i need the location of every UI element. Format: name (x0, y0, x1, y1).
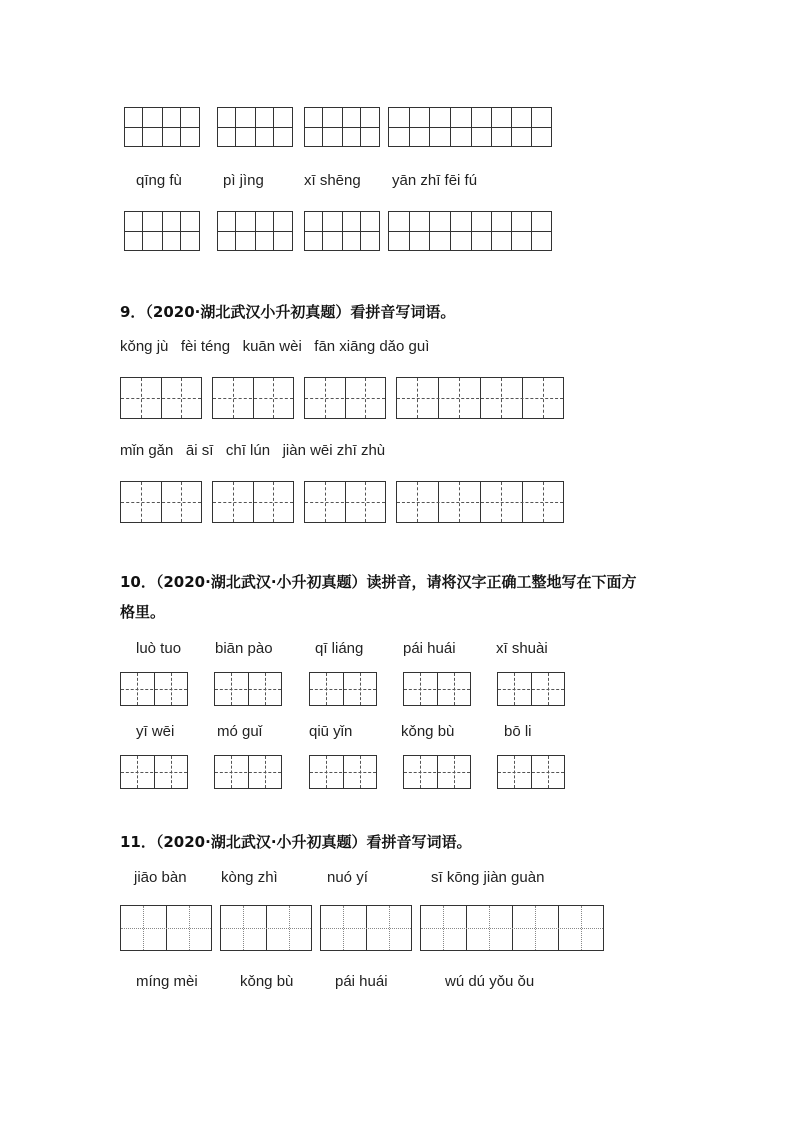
write-box[interactable] (388, 107, 552, 147)
question-9-title: 9．（2020·湖北武汉小升初真题）看拼音写词语。 (120, 303, 456, 321)
pinyin: nuó yí (327, 869, 368, 886)
question-10-title-line1: 10．（2020·湖北武汉·小升初真题）读拼音，请将汉字正确工整地写在下面方 (120, 573, 637, 591)
pinyin: mó guǐ (217, 723, 263, 740)
write-box[interactable] (120, 672, 188, 706)
write-box[interactable] (212, 377, 294, 419)
write-box[interactable] (497, 672, 565, 706)
write-box[interactable] (120, 481, 202, 523)
pinyin: luò tuo (136, 640, 182, 657)
pinyin: qiū yǐn (309, 723, 353, 740)
write-box[interactable] (124, 211, 200, 251)
write-box[interactable] (304, 107, 380, 147)
write-box[interactable] (388, 211, 552, 251)
write-box[interactable] (214, 755, 282, 789)
write-box[interactable] (403, 672, 471, 706)
pinyin: kòng zhì (221, 869, 278, 886)
pinyin: yān zhī fēi fú (392, 172, 478, 189)
write-box[interactable] (217, 211, 293, 251)
pinyin: yī wēi (136, 723, 175, 740)
pinyin: wú dú yǒu ǒu (445, 973, 535, 990)
question-11-title: 11．（2020·湖北武汉·小升初真题）看拼音写词语。 (120, 833, 472, 851)
question-10-title-line2: 格里。 (120, 603, 166, 621)
pinyin: xī shēng (304, 172, 361, 189)
write-box[interactable] (304, 211, 380, 251)
write-box[interactable] (309, 755, 377, 789)
write-box[interactable] (304, 377, 386, 419)
write-box[interactable] (120, 377, 202, 419)
write-box[interactable] (403, 755, 471, 789)
pinyin-line: kǒng jù fèi téng kuān wèi fān xiāng dǎo guì (120, 338, 430, 355)
write-box[interactable] (420, 905, 604, 951)
write-box[interactable] (309, 672, 377, 706)
write-box[interactable] (212, 481, 294, 523)
pinyin: qī liáng (315, 640, 364, 657)
write-box[interactable] (396, 481, 564, 523)
pinyin: pái huái (403, 640, 456, 657)
pinyin: míng mèi (136, 973, 198, 990)
pinyin-line: mǐn gǎn āi sī chī lún jiàn wēi zhī zhù (120, 442, 386, 459)
write-box[interactable] (124, 107, 200, 147)
pinyin: kǒng bù (240, 973, 294, 990)
write-box[interactable] (396, 377, 564, 419)
write-box[interactable] (497, 755, 565, 789)
write-box[interactable] (120, 905, 212, 951)
pinyin: sī kōng jiàn guàn (431, 869, 545, 886)
write-box[interactable] (304, 481, 386, 523)
write-box[interactable] (214, 672, 282, 706)
pinyin: xī shuài (496, 640, 548, 657)
pinyin: jiāo bàn (134, 869, 187, 886)
pinyin: biān pào (215, 640, 273, 657)
write-box[interactable] (120, 755, 188, 789)
pinyin: bō li (504, 723, 532, 740)
write-box[interactable] (320, 905, 412, 951)
write-box[interactable] (217, 107, 293, 147)
write-box[interactable] (220, 905, 312, 951)
pinyin: kǒng bù (401, 723, 455, 740)
pinyin: pái huái (335, 973, 388, 990)
pinyin: pì jìng (223, 172, 264, 189)
pinyin: qīng fù (136, 172, 182, 189)
